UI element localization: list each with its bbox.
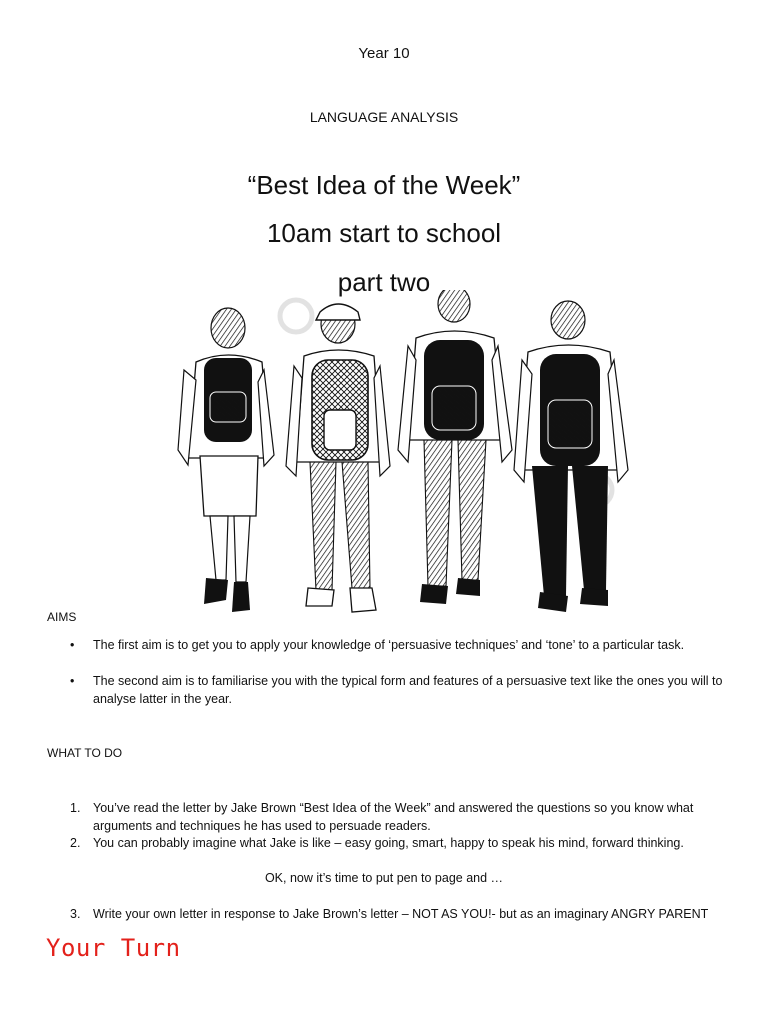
your-turn-heading: Your Turn xyxy=(46,934,181,962)
bullet-marker: • xyxy=(70,674,75,688)
aims-item-1 xyxy=(70,636,730,654)
what-to-do-heading: WHAT TO DO xyxy=(47,746,123,760)
subject-heading: LANGUAGE ANALYSIS xyxy=(309,109,459,125)
interlude-text: OK, now it’s time to put pen to page and … xyxy=(264,871,504,885)
todo-item-3-number: 3. xyxy=(70,907,81,921)
aims-item-2 xyxy=(70,672,730,708)
bullet-marker: • xyxy=(70,638,75,652)
title-line-3: part two xyxy=(337,267,431,297)
student-1-figure xyxy=(178,308,274,612)
todo-item-3-text: Write your own letter in response to Jake Brown’s letter – NOT AS YOU!- but as an imaginary ANGRY PARENT xyxy=(93,907,709,921)
student-4-figure xyxy=(514,301,628,612)
todo-item-2-text: You can probably imagine what Jake is like – easy going, smart, happy to speak his mind, forward thinking. xyxy=(93,836,684,850)
four-students-walking-sketch-icon xyxy=(176,290,636,620)
todo-item-1-text: You’ve read the letter by Jake Brown “Best Idea of the Week” and answered the questions so you know what arguments and techniques he has used to persuade readers. xyxy=(93,801,694,833)
aims-heading: AIMS xyxy=(47,610,77,624)
todo-item-1 xyxy=(70,799,730,835)
student-3-figure xyxy=(398,290,512,604)
aims-item-1-text: The first aim is to get you to apply your knowledge of ‘persuasive techniques’ and ‘tone’ to a particular task. xyxy=(93,638,685,652)
todo-item-2-number: 2. xyxy=(70,836,81,850)
todo-item-3 xyxy=(70,905,730,923)
todo-item-1-number: 1. xyxy=(70,801,81,815)
student-2-figure xyxy=(286,304,390,612)
title-line-2: 10am start to school xyxy=(266,218,502,248)
year-heading: Year 10 xyxy=(358,45,410,62)
aims-item-2-text: The second aim is to familiarise you with the typical form and features of a persuasive text like the ones you will to analyse latter in the year. xyxy=(93,674,723,706)
todo-item-2 xyxy=(70,834,730,852)
title-line-1: “Best Idea of the Week” xyxy=(247,170,521,200)
